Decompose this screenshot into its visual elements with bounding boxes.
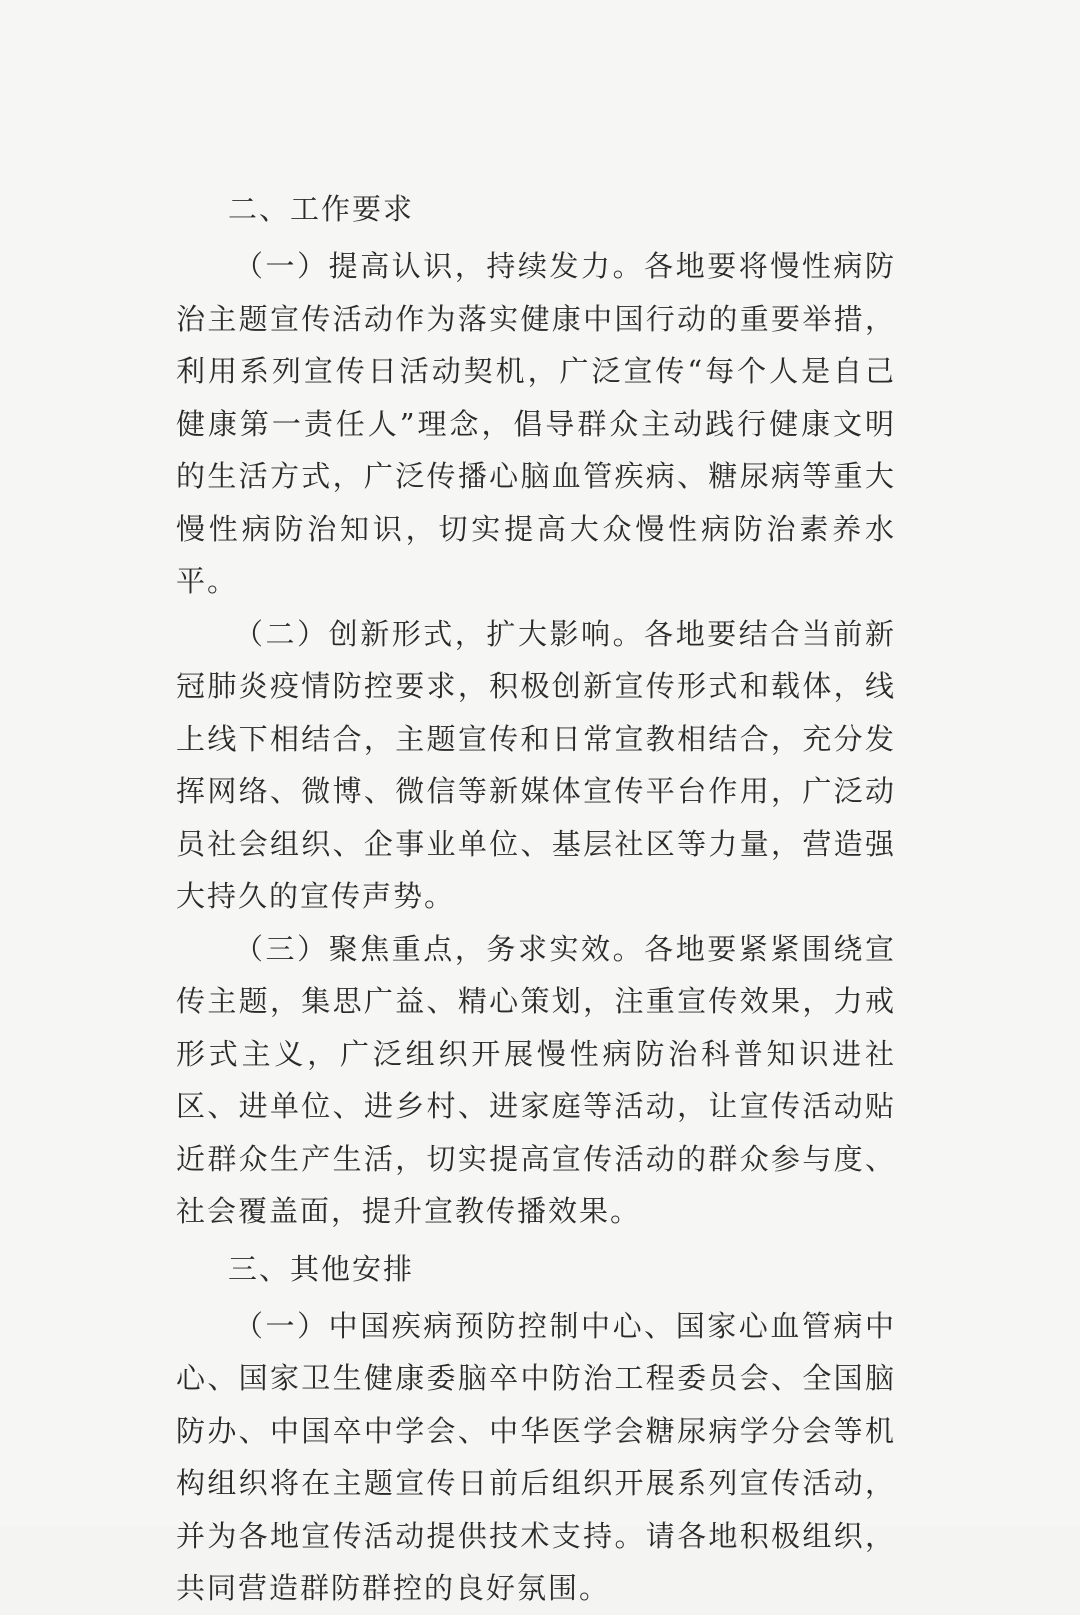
section-heading-other-arrangements: 三、其他安排	[228, 1251, 415, 1286]
paragraph-raise-awareness: （一）提高认识，持续发力。各地要将慢性病防治主题宣传活动作为落实健康中国行动的重要举措，利用系列宣传日活动契机，广泛宣传“每个人是自己健康第一责任人”理念，倡导群众主动践行健康文明的生活方式，广泛传播心脑血管疾病、糖尿病等重大慢性病防治知识，切实提高大众慢性病防治素养水平。	[176, 249, 896, 598]
paragraph-organizations-support: （一）中国疾病预防控制中心、国家心血管病中心、国家卫生健康委脑卒中防治工程委员会、全国脑防办、中国卒中学会、中华医学会糖尿病学分会等机构组织将在主题宣传日前后组织开展系列宣传活动，并为各地宣传活动提供技术支持。请各地积极组织，共同营造群防群控的良好氛围。	[176, 1308, 896, 1605]
section-heading-work-requirements: 二、工作要求	[228, 192, 415, 226]
paragraph-focus-priorities: （三）聚焦重点，务求实效。各地要紧紧围绕宣传主题，集思广益、精心策划，注重宣传效果，力戒形式主义，广泛组织开展慢性病防治科普知识进社区、进单位、进乡村、进家庭等活动，让宣传活动贴近群众生产生活，切实提高宣传活动的群众参与度、社会覆盖面，提升宣教传播效果。	[176, 931, 896, 1228]
document-body	[176, 178, 896, 1615]
paragraph-innovate-forms: （二）创新形式，扩大影响。各地要结合当前新冠肺炎疫情防控要求，积极创新宣传形式和载体，线上线下相结合，主题宣传和日常宣教相结合，充分发挥网络、微博、微信等新媒体宣传平台作用，广泛动员社会组织、企事业单位、基层社区等力量，营造强大持久的宣传声势。	[176, 616, 896, 913]
